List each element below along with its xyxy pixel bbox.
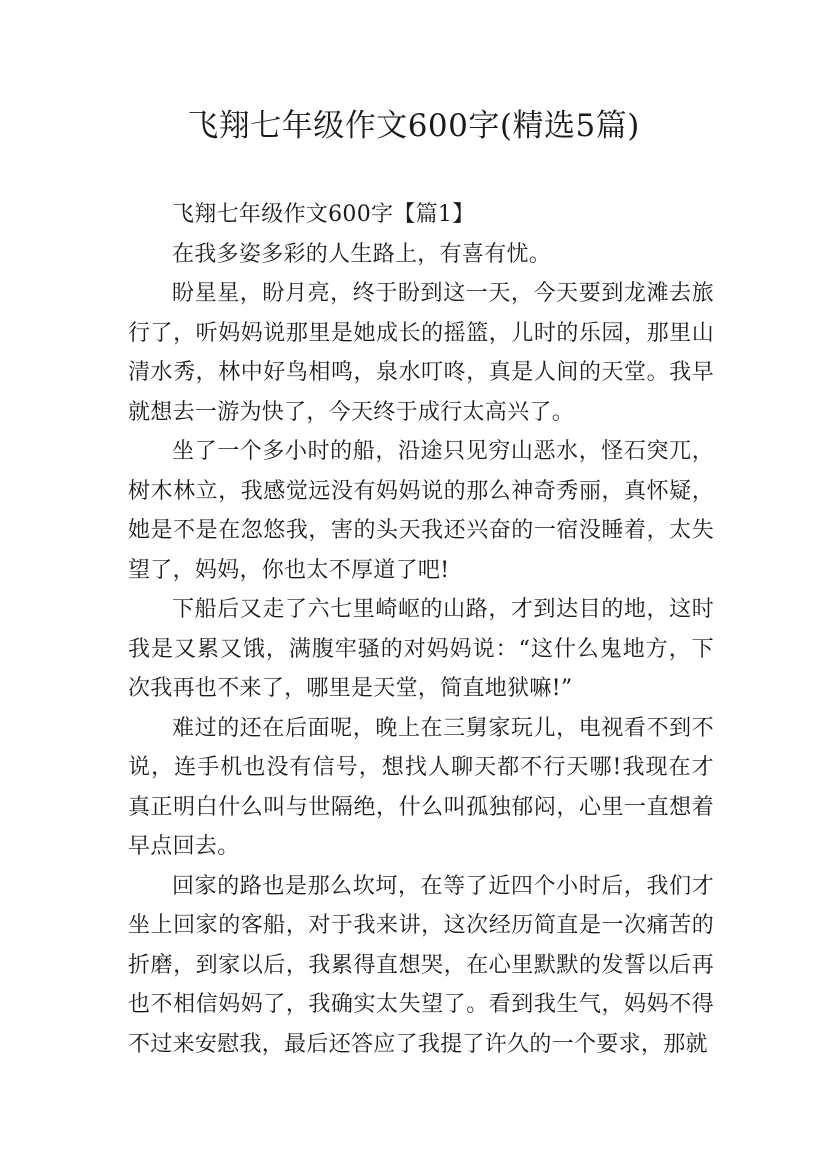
paragraph-2: 盼星星，盼月亮，终于盼到这一天，今天要到龙滩去旅行了，听妈妈说那里是她成长的摇篮，儿时的乐园，那里山清水秀，林中好鸟相鸣，泉水叮咚，真是人间的天堂。我早就想去一游为快了，今天终于成行太高兴了。 <box>128 281 714 425</box>
paragraph-3: 坐了一个多小时的船，沿途只见穷山恶水，怪石突兀，树木林立，我感觉远没有妈妈说的那么神奇秀丽，真怀疑，她是不是在忽悠我，害的头天我还兴奋的一宿没睡着，太失望了，妈妈，你也太不厚道了吧! <box>128 439 714 583</box>
document-body <box>128 195 714 1064</box>
document-title: 飞翔七年级作文600字(精选5篇) <box>187 108 640 144</box>
paragraph-1: 在我多姿多彩的人生路上，有喜有忧。 <box>172 241 552 267</box>
paragraph-5: 难过的还在后面呢，晚上在三舅家玩儿，电视看不到不说，连手机也没有信号，想找人聊天都不行天哪!我现在才真正明白什么叫与世隔绝，什么叫孤独郁闷，心里一直想着早点回去。 <box>128 715 714 859</box>
section-heading: 飞翔七年级作文600字【篇1】 <box>172 202 475 227</box>
paragraph-4: 下船后又走了六七里崎岖的山路，才到达目的地，这时我是又累又饿，满腹牢骚的对妈妈说：“这什么鬼地方，下次我再也不来了，哪里是天堂，简直地狱嘛!” <box>128 597 714 701</box>
paragraph-6: 回家的路也是那么坎坷，在等了近四个小时后，我们才坐上回家的客船，对于我来讲，这次经历简直是一次痛苦的折磨，到家以后，我累得直想哭，在心里默默的发誓以后再也不相信妈妈了，我确实太失望了。看到我生气，妈妈不得不过来安慰我，最后还答应了我提了许久的一个要求，那就 <box>128 873 714 1057</box>
